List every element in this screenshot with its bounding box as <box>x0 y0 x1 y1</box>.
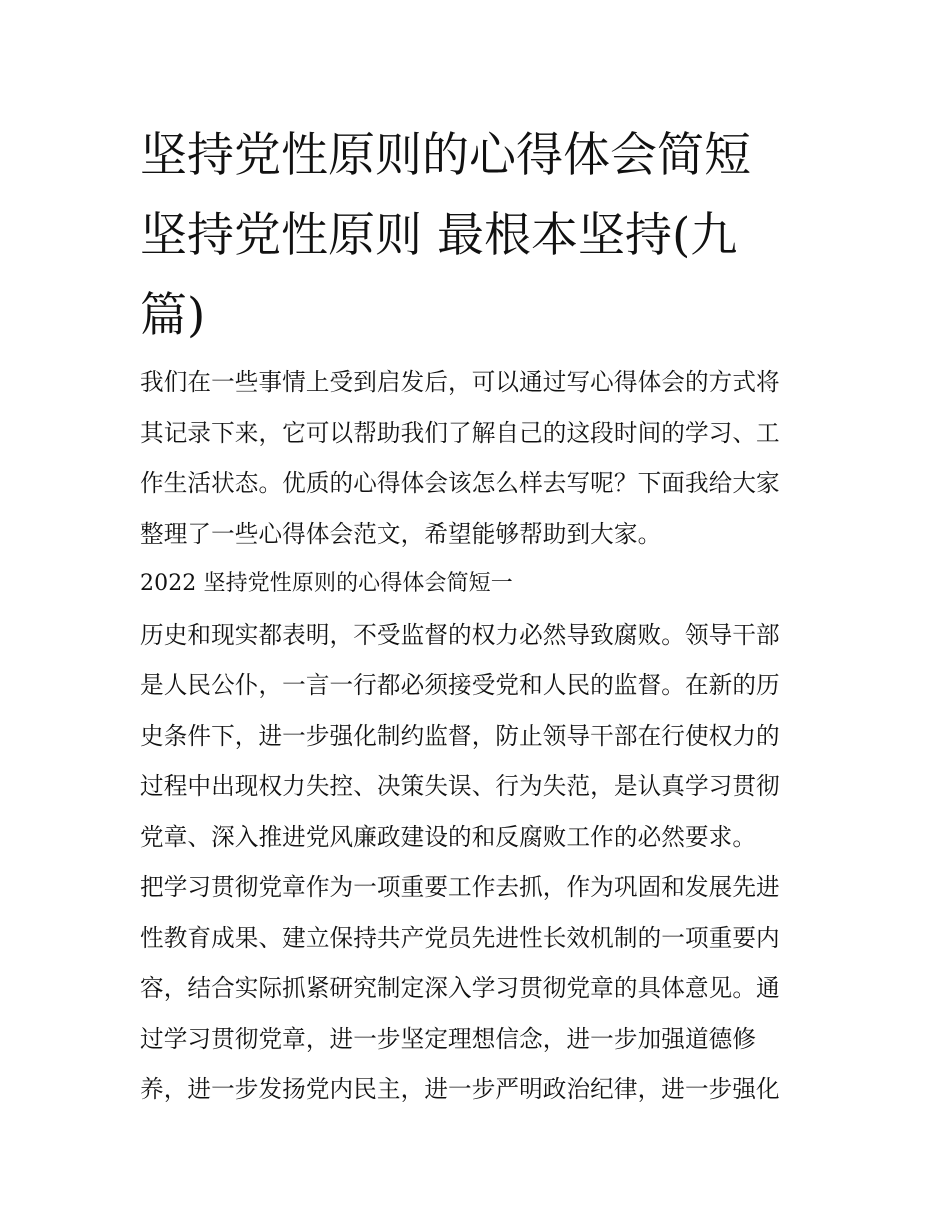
intro-line: 整理了一些心得体会范文，希望能够帮助到大家。 <box>140 519 662 548</box>
paragraph-line: 党章、深入推进党风廉政建设的和反腐败工作的必然要求。 <box>140 822 757 851</box>
paragraph-line: 过学习贯彻党章，进一步坚定理想信念，进一步加强道德修 <box>140 1024 757 1053</box>
section-heading: 2022 坚持党性原则的心得体会简短一 <box>140 571 513 596</box>
paragraph-2 <box>140 862 810 1115</box>
document-title <box>140 116 800 356</box>
title-line: 篇) <box>140 288 206 343</box>
paragraph-line: 养，进一步发扬党内民主，进一步严明政治纪律，进一步强化 <box>140 1075 780 1103</box>
paragraph-line: 性教育成果、建立保持共产党员先进性长效机制的一项重要内 <box>140 923 780 952</box>
intro-line: 作生活状态。优质的心得体会该怎么样去写呢？下面我给大家 <box>140 469 780 497</box>
document-body <box>140 357 810 1115</box>
paragraph-line: 是人民公仆，一言一行都必须接受党和人民的监督。在新的历 <box>140 671 780 699</box>
title-line: 坚持党性原则的心得体会简短 <box>140 128 751 183</box>
intro-line: 其记录下来，它可以帮助我们了解自己的这段时间的学习、工 <box>140 418 780 447</box>
paragraph-line: 史条件下，进一步强化制约监督，防止领导干部在行使权力的 <box>140 721 780 750</box>
intro-paragraph <box>140 357 810 559</box>
paragraph-line: 容，结合实际抓紧研究制定深入学习贯彻党章的具体意见。通 <box>140 974 780 1002</box>
paragraph-1 <box>140 610 810 863</box>
intro-line: 我们在一些事情上受到启发后，可以通过写心得体会的方式将 <box>140 368 780 396</box>
paragraph-line: 过程中出现权力失控、决策失误、行为失范，是认真学习贯彻 <box>140 772 780 800</box>
paragraph-line: 把学习贯彻党章作为一项重要工作去抓，作为巩固和发展先进 <box>140 873 780 901</box>
paragraph-line: 历史和现实都表明，不受监督的权力必然导致腐败。领导干部 <box>140 620 780 649</box>
title-line: 坚持党性原则 最根本坚持(九 <box>140 208 738 263</box>
